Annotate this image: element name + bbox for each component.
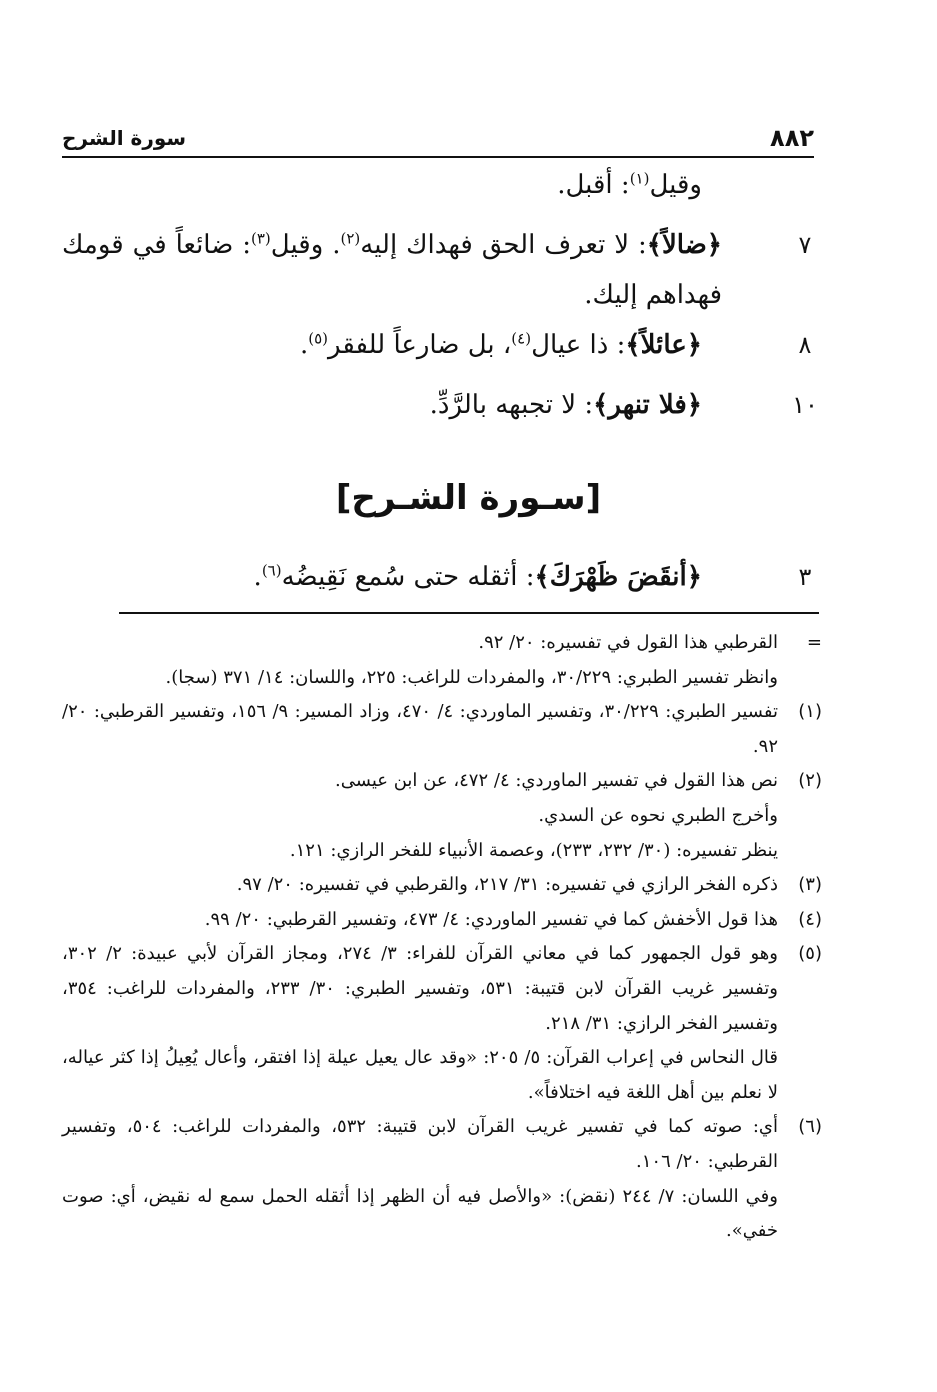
footnote-marker: (٦) — [798, 1116, 822, 1138]
footnote-line: وهو قول الجمهور كما في معاني القرآن للفراء: ٣/ ٢٧٤، ومجاز القرآن لأبي عبيدة: ٢/ ٣٠٢، وتفسير غريب القرآن لابن قتيبة: ٥٣١، وتفسير الطبري: ٣٠/ ٢٣٣، والمفردات للراغب: ٣٥٤، وتفسير الفخر الرازي: ٣١/ ٢١٨. — [62, 943, 778, 1034]
footnote-line: قال النحاس في إعراب القرآن: ٥/ ٢٠٥: «وقد عال يعيل عيلة إذا افتقر، وأعال يُعِيلُ إذا كثر عياله، لا نعلم بين أهل اللغة فيه اختلافاً». — [62, 1047, 778, 1103]
gloss-text: ﴿ ضالاً ﴾: لا تعرف الحق فهداك إليه$^{(٢)}$. وقيل$^{(٣)}$: ضائعاً في قومك فهداهم إليك. — [62, 220, 722, 320]
footnote-line: ذكره الفخر الرازي في تفسيره: ٣١/ ٢١٧، والقرطبي في تفسيره: ٢٠/ ٩٧. — [236, 874, 778, 896]
footnote — [62, 937, 822, 1110]
footnote-ref[interactable]: (٥) — [308, 329, 328, 348]
quran-word: ﴿ ضالاً ﴾ — [647, 230, 722, 260]
footnote-line: وفي اللسان: ٧/ ٢٤٤ (نقض): «والأصل فيه أن الظهر إذا أثقله الحمل سمع له نقيض، أي: صوت خفي». — [62, 1185, 778, 1242]
quran-word: ﴿ أنقَضَ ظَهْرَكَ ﴾ — [535, 562, 702, 592]
quran-word: ﴿ فلا تنهر ﴾ — [593, 390, 702, 420]
footnote-ref[interactable]: (١) — [629, 169, 650, 188]
footnote-line: وأخرج الطبري نحوه عن السدي. — [538, 804, 778, 826]
gloss-entry — [62, 320, 822, 370]
footnote-line: نص هذا القول في تفسير الماوردي: ٤/ ٤٧٢، عن ابن عيسى. — [335, 770, 778, 792]
verse-number: ٣ — [798, 563, 812, 591]
running-title: سورة الشرح — [62, 126, 187, 150]
gloss-entry — [62, 220, 822, 320]
footnote-marker: (٢) — [798, 770, 822, 792]
gloss-entry — [62, 552, 822, 602]
verse-number: ٧ — [798, 231, 812, 259]
footnote-marker: (٣) — [798, 874, 822, 896]
footnote — [62, 868, 822, 903]
footnote-ref[interactable]: (٦) — [261, 561, 282, 580]
footnote-separator — [119, 612, 819, 614]
gloss-entry — [62, 160, 822, 210]
footnote-ref[interactable]: (٢) — [340, 229, 361, 248]
quran-word: ﴿ عائلاً ﴾ — [625, 330, 702, 360]
verse-number: ١٠ — [792, 391, 818, 419]
verse-number: ٨ — [798, 331, 812, 359]
footnote-line: ينظر تفسيره: (٣٠/ ٢٣٢، ٢٣٣)، وعصمة الأنبياء للفخر الرازي: ١٢١. — [289, 839, 778, 861]
footnote — [62, 903, 822, 938]
footnote-line: هذا قول الأخفش كما في تفسير الماوردي: ٤/ ٤٧٣، وتفسير القرطبي: ٢٠/ ٩٩. — [204, 908, 778, 930]
gloss-text: ﴿ عائلاً ﴾: ذا عيال$^{(٤)}$، بل ضارعاً للفقر$^{(٥)}$. — [62, 320, 702, 370]
footnotes — [62, 626, 822, 1249]
footnote — [62, 1110, 822, 1248]
footnote — [62, 764, 822, 868]
footnote — [62, 695, 822, 764]
footnote-line: وانظر تفسير الطبري: ٣٠/٢٢٩، والمفردات للراغب: ٢٢٥، واللسان: ١٤/ ٣٧١ (سجا). — [165, 666, 778, 688]
footnote-marker: = — [806, 632, 822, 653]
footnote-ref[interactable]: (٤) — [511, 329, 532, 348]
footnote-ref[interactable]: (٣) — [250, 229, 271, 248]
footnote-line: القرطبي هذا القول في تفسيره: ٢٠/ ٩٢. — [478, 632, 778, 653]
footnote-line: تفسير الطبري: ٣٠/٢٢٩، وتفسير الماوردي: ٤/ ٤٧٠، وزاد المسير: ٩/ ١٥٦، وتفسير القرطبي: ٢٠/ ٩٢. — [62, 701, 778, 757]
footnote-marker: (٥) — [798, 943, 822, 965]
footnote-marker: (٤) — [798, 908, 822, 930]
gloss-text: وقيل$^{(١)}$: أقبل. — [557, 169, 702, 200]
footnote-marker: (١) — [798, 701, 822, 723]
gloss-entry — [62, 380, 822, 430]
gloss-text: ﴿ أنقَضَ ظَهْرَكَ ﴾: أثقله حتى سُمع نَقِيضُه$^{(٦)}$. — [62, 552, 702, 602]
page-header — [62, 122, 814, 158]
footnote-line: أي: صوته كما في تفسير غريب القرآن لابن قتيبة: ٥٣٢، والمفردات للراغب: ٥٠٤، وتفسير القرطبي: ٢٠/ ١٠٦. — [62, 1116, 779, 1172]
gloss-text: ﴿ فلا تنهر ﴾: لا تجبهه بالرَّدِّ. — [62, 380, 702, 430]
footnote — [62, 626, 822, 695]
surah-title: [سـورة الشـرح] — [335, 478, 602, 518]
page-number: ٨٨٢ — [770, 124, 814, 152]
